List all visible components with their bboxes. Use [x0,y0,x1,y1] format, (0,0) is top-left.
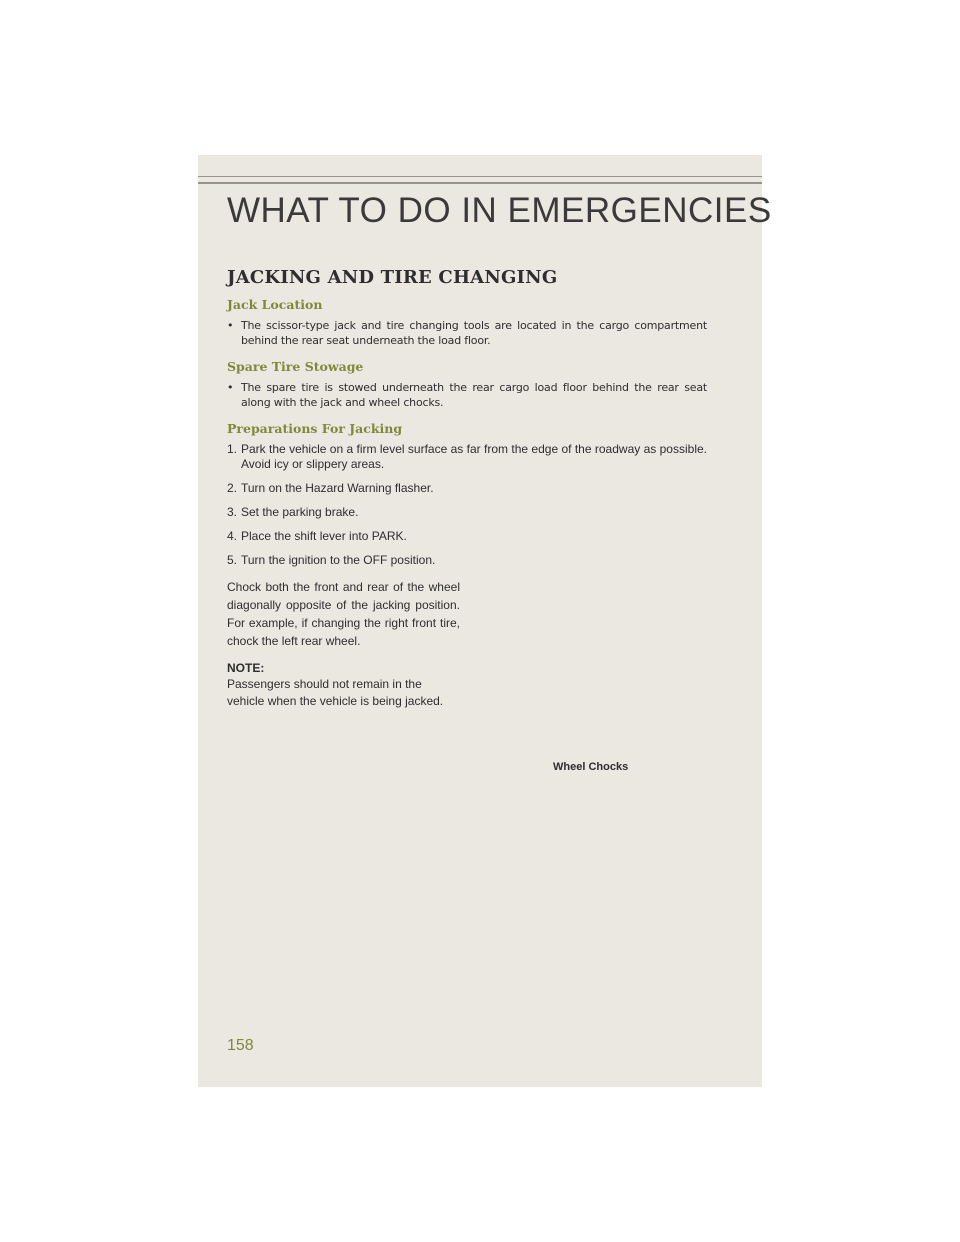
step-text: Turn the ignition to the OFF position. [241,553,436,567]
step-number: 1. [227,442,238,456]
jack-location-text: The scissor-type jack and tire changing tools are located in the cargo compartment behind the rear seat underneath the load floor. [241,319,707,347]
page-number: 158 [227,1037,254,1054]
bullet-icon: • [227,319,234,332]
header-rule-thick [198,182,762,184]
content-area [227,267,707,710]
step-text: Turn on the Hazard Warning flasher. [241,481,434,495]
step-item [227,481,471,496]
step-text: Place the shift lever into PARK. [241,529,407,543]
chock-paragraph: Chock both the front and rear of the wheel diagonally opposite of the jacking position. For example, if changing the right front tire, chock the left rear wheel. [227,580,460,648]
bullet-icon: • [227,381,234,394]
jack-location-bullet [227,318,707,348]
step-number: 4. [227,529,238,543]
step-number: 5. [227,553,238,567]
note-text: Passengers should not remain in the vehicle when the vehicle is being jacked. [227,677,444,708]
jack-location-title: Jack Location [227,297,323,312]
step-item [227,529,471,544]
preparations-steps [227,442,707,568]
step-item [227,442,707,472]
note-label: NOTE: [227,661,265,675]
step-number: 3. [227,505,238,519]
step-number: 2. [227,481,238,495]
spare-tire-text: The spare tire is stowed underneath the rear cargo load floor behind the rear seat along with the jack and wheel chocks. [241,381,707,409]
section-title: JACKING AND TIRE CHANGING [227,267,558,288]
figure-caption: Wheel Chocks [553,761,629,773]
step-item [227,505,471,520]
step-item [227,553,471,568]
spare-tire-bullet [227,380,707,410]
step-text: Set the parking brake. [241,505,359,519]
spare-tire-title: Spare Tire Stowage [227,359,364,374]
preparations-title: Preparations For Jacking [227,421,403,436]
step-text: Park the vehicle on a firm level surface as far from the edge of the roadway as possible. Avoid icy or slippery areas. [241,442,707,471]
manual-page [198,155,772,1087]
chapter-title: WHAT TO DO IN EMERGENCIES [227,191,772,230]
header-rule-thin [198,176,762,177]
